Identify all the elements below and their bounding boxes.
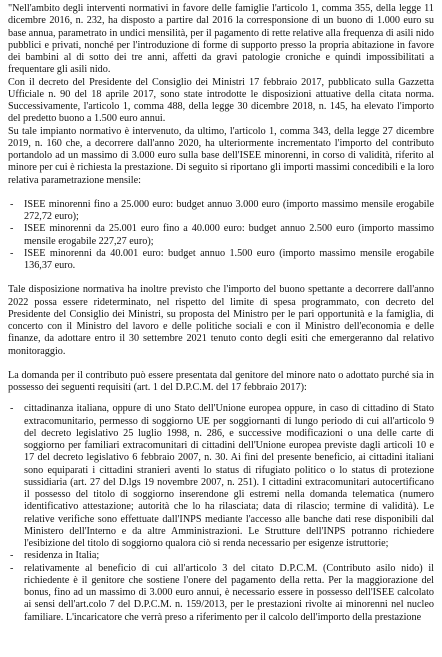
isee-list	[8, 199, 434, 273]
paragraph-dpcm: Con il decreto del Presidente del Consiglio dei Ministri 17 febbraio 2017, pubblicato sulla Gazzetta Ufficiale n. 90 del 18 aprile 2017, sono state introdotte le disposizioni attuative della citata norma. Successivamente, l'articolo 1, comma 488, della legge 30 dicembre 2018, n. 145, ha elevato l'importo del predetto buono a 1.500 euro annui.	[8, 76, 434, 125]
requisiti-list	[8, 403, 434, 624]
isee-item-2: - ISEE minorenni da 25.001 euro fino a 40.000 euro: budget annuo 2.500 euro (importo massimo mensile erogabile 227,27 euro);	[8, 223, 434, 248]
requisito-cittadinanza: - cittadinanza italiana, oppure di uno Stato dell'Unione europea oppure, in caso di cittadino di Stato extracomunitario, permesso di soggiorno UE per soggiornanti di lungo periodo di cui all'articolo 9 del decreto legislativo 25 luglio 1998, n. 286, e successive modificazioni o una delle carte di soggiorno per familiari extracomunitari di cittadini dell'Unione europea previste dagli articoli 10 e 17 del decreto legislativo 6 febbraio 2007, n. 30. Ai fini del presente beneficio, ai cittadini italiani sono equiparati i cittadini stranieri aventi lo status di rifugiato politico o lo status di protezione sussidiaria (art. 27 del D.lgs 19 novembre 2007, n. 251). I cittadini extracomunitari autocertificano il possesso del titolo di soggiorno inserendone gli estremi nella domanda telematica (numero identificativo attestazione; autorità che lo ha rilasciata; data di rilascio; termine di validità). Le relative verifiche sono effettuate dall'INPS mediante l'accesso alle banche dati rese disponibili dal Ministero dell'Interno e da altre Amministrazioni. Le Strutture dell'INPS potranno richiedere l'esibizione del titolo di soggiorno qualora ciò si renda necessario per esigenze istruttorie;	[8, 403, 434, 550]
paragraph-legge-160: Su tale impianto normativo è intervenuto, da ultimo, l'articolo 1, comma 343, della legge 27 dicembre 2019, n. 160 che, a decorrere dall'anno 2020, ha ulteriormente incrementato l'importo del contributo portandolo ad un massimo di 3.000 euro sulla base dell'ISEE minorenni, in corso di validità, riferito al minore per cui è richiesta la prestazione. Di seguito si riportano gli importi massimi concedibili e la loro relativa parametrazione mensile:	[8, 125, 434, 186]
paragraph-intro: "Nell'ambito degli interventi normativi in favore delle famiglie l'articolo 1, comma 355, della legge 11 dicembre 2016, n. 232, ha disposto a partire dal 2016 la corresponsione di un buono di 1.000 euro su base annua, parametrato in undici mensilità, per il pagamento di rette relative alla frequenza di asili nido pubblici e privati, nonché per l'introduzione di forme di supporto presso la propria abitazione in favore dei bambini al di sotto dei tre anni, affetti da gravi patologie croniche e quindi impossibilitati a frequentare gli asili nido.	[8, 3, 434, 76]
requisito-onere-retta: - relativamente al beneficio di cui all'articolo 3 del citato D.P.C.M. (Contributo asilo nido) il richiedente è il genitore che sostiene l'onere del pagamento della retta. Per la maggiorazione del bonus, fino ad un massimo di 3.000 euro annui, è necessario essere in possesso dell'ISEE calcolato ai sensi dell'art.colo 7 del D.P.C.M. n. 159/2013, per le prestazioni rivolte ai minorenni nel nucleo familiare. L'incaricatore che verrà preso a riferimento per il calcolo dell'importo della prestazione	[8, 563, 434, 624]
isee-item-1: - ISEE minorenni fino a 25.000 euro: budget annuo 3.000 euro (importo massimo mensile erogabile 272,72 euro);	[8, 199, 434, 224]
isee-item-3: - ISEE minorenni da 40.001 euro: budget annuo 1.500 euro (importo massimo mensile erogabile 136,37 euro.	[8, 248, 434, 273]
paragraph-domanda: La domanda per il contributo può essere presentata dal genitore del minore nato o adottato purché sia in possesso dei seguenti requisiti (art. 1 del D.P.C.M. del 17 febbraio 2017):	[8, 369, 434, 393]
paragraph-rideterminazione: Tale disposizione normativa ha inoltre previsto che l'importo del buono spettante a decorrere dall'anno 2022 possa essere rideterminato, nel rispetto del limite di spesa programmato, con decreto del Presidente del Consiglio dei Ministri, su proposta del Ministro per le pari opportunità e la famiglia, di concerto con il Ministro del lavoro e delle politiche sociali e con il Ministro dell'economia e delle finanze, da adottare entro il 30 settembre 2021 tenuto conto degli esiti che emergeranno dal relativo monitoraggio.	[8, 284, 434, 357]
requisito-residenza: - residenza in Italia;	[8, 550, 434, 562]
